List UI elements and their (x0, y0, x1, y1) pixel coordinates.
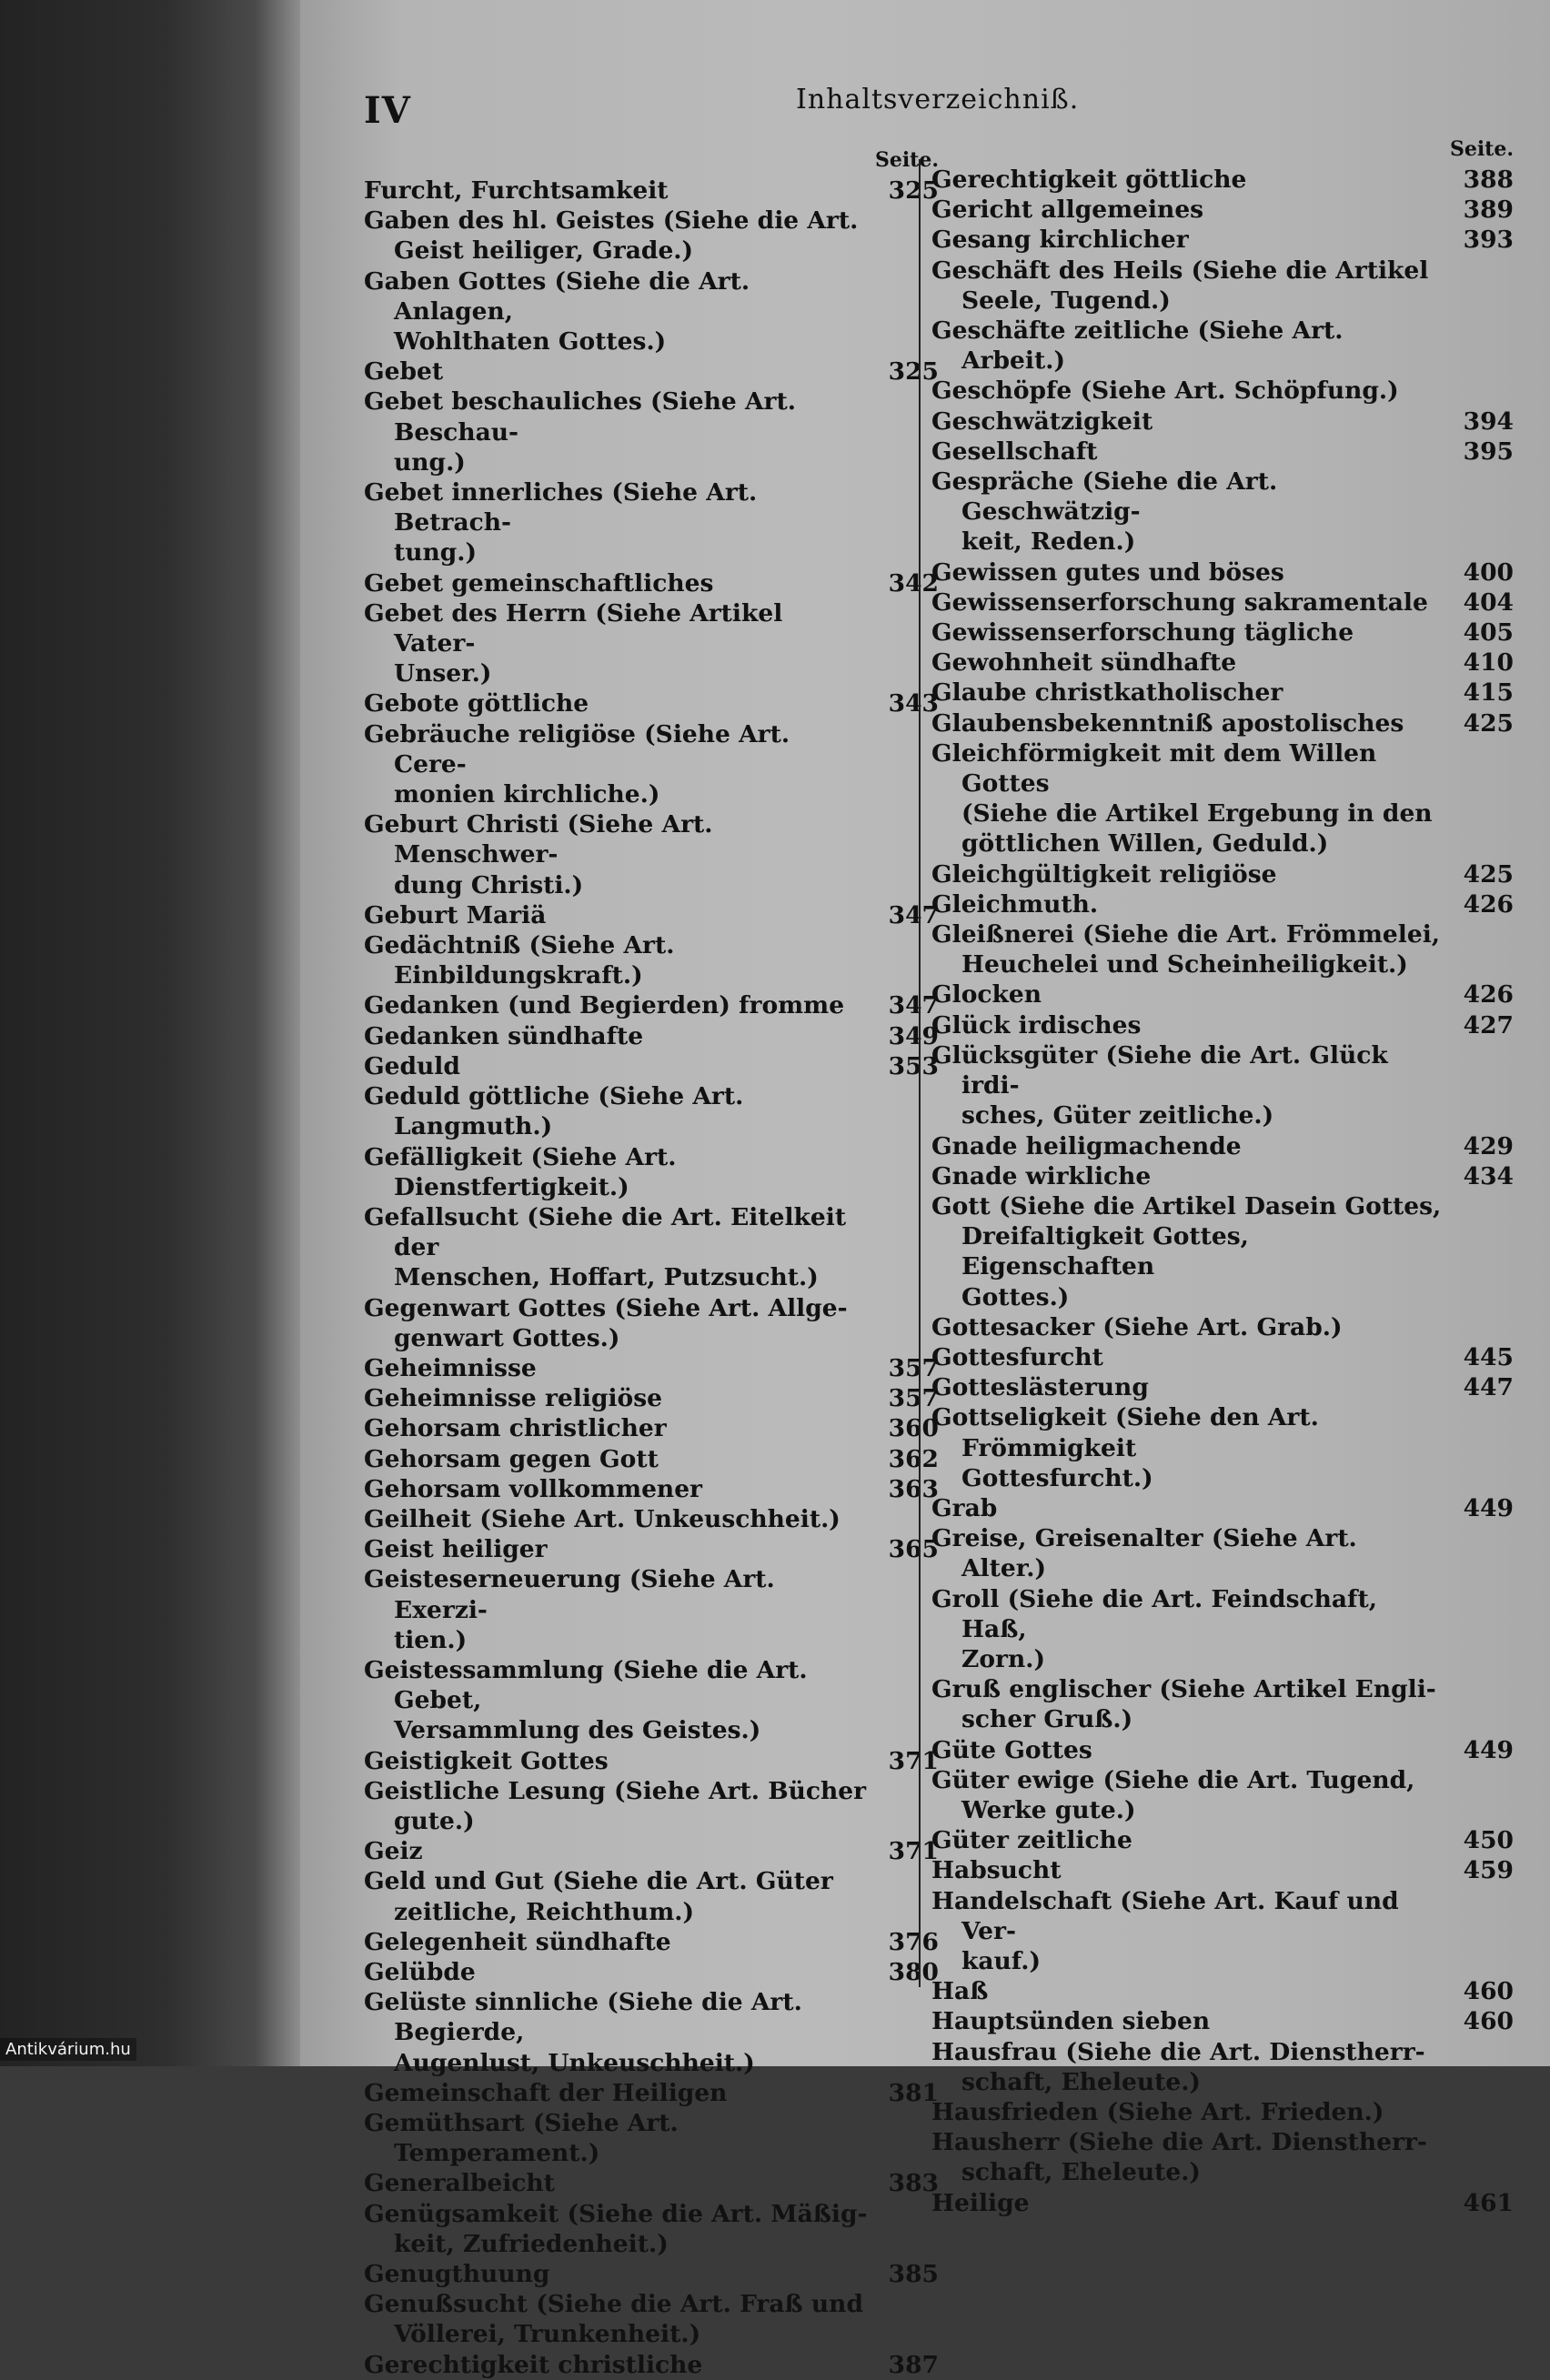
index-entry-title: Glaube christkatholischer (931, 678, 1283, 708)
index-entry-title: Geduld göttliche (Siehe Art. Langmuth.) (364, 1082, 744, 1141)
index-entry (931, 708, 1514, 738)
index-entry (931, 1584, 1514, 1675)
index-entry-title: Geistigkeit Gottes (364, 1746, 609, 1775)
index-entry-title: Gerechtigkeit göttliche (931, 166, 1247, 194)
index-entry-title: Gebet des Herrn (Siehe Artikel Vater- Unser.) (364, 598, 783, 688)
index-entry-page-number: 343 (888, 689, 939, 718)
index-entry (364, 176, 939, 206)
index-entry-title: Genugthuung (364, 2260, 550, 2289)
index-entry-title: Gotteslästerung (931, 1373, 1149, 1402)
index-entry-page-number: 404 (1463, 587, 1514, 617)
index-entry (364, 1564, 939, 1655)
index-entry-title: Gericht allgemeines (931, 196, 1204, 225)
index-entry (931, 738, 1514, 859)
index-entry (931, 859, 1514, 889)
index-entry-title: Gebet innerliches (Siehe Art. Betrach- tung.) (364, 478, 758, 567)
index-entry-title: Gelüste sinnliche (Siehe die Art. Begierde, Augenlust, Unkeuschheit.) (364, 1988, 802, 2077)
index-entry-title: Gewissen gutes und böses (931, 557, 1284, 587)
index-entry-title: Gelegenheit sündhafte (364, 1927, 671, 1956)
index-entry-page-number: 388 (1463, 166, 1514, 194)
index-entry-title: Gemüthsart (Siehe Art. Temperament.) (364, 2109, 679, 2168)
index-entry (931, 678, 1514, 708)
index-entry-title: Glaubensbekenntniß apostolisches (931, 708, 1404, 738)
index-entry-page-number: 410 (1463, 648, 1514, 678)
index-entry-title: Gleichgültigkeit religiöse (931, 859, 1277, 889)
index-entry (364, 2199, 939, 2259)
index-entry (931, 1493, 1514, 1523)
index-entry-page-number: 447 (1463, 1373, 1514, 1402)
index-entry-page-number: 387 (888, 2350, 939, 2379)
index-entry-title: Güter zeitliche (931, 1826, 1132, 1855)
index-entry-page-number: 362 (888, 1444, 939, 1473)
index-entry-page-number: 450 (1463, 1826, 1514, 1855)
index-column-right (931, 137, 1514, 2218)
index-entry-page-number: 363 (888, 1474, 939, 1503)
index-entry-title: Geschöpfe (Siehe Art. Schöpfung.) (931, 377, 1399, 406)
index-entry-page-number: 445 (1463, 1342, 1514, 1371)
index-entry (931, 889, 1514, 919)
index-entry-page-number: 434 (1463, 1161, 1514, 1190)
index-entry (931, 2006, 1514, 2036)
index-entry-title: Habsucht (931, 1856, 1062, 1885)
index-entry-title: Gleißnerei (Siehe die Art. Frömmelei, Heuchelei und Scheinheiligkeit.) (931, 920, 1440, 979)
index-entry (931, 1372, 1514, 1402)
index-entry-page-number: 400 (1463, 557, 1514, 587)
index-entry-title: Gaben des hl. Geistes (Siehe die Art. Geist heiliger, Grade.) (364, 206, 859, 266)
index-entry-page-number: 380 (888, 1957, 939, 1986)
index-entry (931, 1010, 1514, 1040)
index-entry (364, 1142, 939, 1202)
index-entry-title: Geistliche Lesung (Siehe Art. Bücher gute.) (364, 1776, 867, 1835)
index-entry-title: Güte Gottes (931, 1735, 1092, 1764)
index-entry-title: Gottesacker (Siehe Art. Grab.) (931, 1312, 1343, 1341)
index-entry-page-number: 371 (888, 1746, 939, 1775)
column-divider (919, 159, 921, 1987)
index-entry-title: Gedanken (und Begierden) fromme (364, 991, 845, 1020)
index-entry (364, 930, 939, 990)
index-entry (364, 1927, 939, 1957)
index-entry-page-number: 353 (888, 1051, 939, 1080)
column-heading-seite: Seite. (874, 148, 939, 172)
index-entry-page-number: 395 (1463, 437, 1514, 466)
index-entry (364, 688, 939, 718)
index-entry (364, 2078, 939, 2108)
index-entry-title: Gleichförmigkeit mit dem Willen Gottes (Siehe die Artikel Ergebung in den göttlichen Willen, Geduld.) (931, 738, 1433, 859)
index-entry (364, 598, 939, 689)
index-entry (931, 618, 1514, 648)
index-entry-title: Furcht, Furchtsamkeit (364, 176, 669, 205)
running-title: Inhaltsverzeichniß. (796, 84, 1080, 115)
index-entry-title: Gott (Siehe die Artikel Dasein Gottes, Dreifaltigkeit Gottes, Eigenschaften Gottes.) (931, 1191, 1442, 1311)
column-heading-seite: Seite. (1449, 137, 1514, 161)
index-entry-title: Gedanken sündhafte (364, 1021, 644, 1050)
index-entry (364, 1957, 939, 1987)
index-entry (364, 1866, 939, 1926)
index-entry-title: Gewohnheit sündhafte (931, 648, 1237, 678)
index-entry-title: Gespräche (Siehe die Art. Geschwätzig- keit, Reden.) (931, 467, 1278, 557)
index-entry (364, 568, 939, 598)
index-entry-page-number: 376 (888, 1927, 939, 1956)
index-entry-title: Güter ewige (Siehe die Art. Tugend, Werke gute.) (931, 1765, 1415, 1824)
index-entry (364, 356, 939, 387)
index-entry (931, 648, 1514, 678)
index-entry (931, 919, 1514, 979)
page-number: IV (364, 89, 411, 132)
index-entry-title: Gewissenserforschung tägliche (931, 618, 1354, 648)
index-entry (364, 1202, 939, 1293)
index-entry-title: Geburt Christi (Siehe Art. Menschwer- dung Christi.) (364, 810, 713, 899)
index-entry (931, 1312, 1514, 1342)
index-entry (364, 990, 939, 1020)
index-entry-title: Gegenwart Gottes (Siehe Art. Allge- genwart Gottes.) (364, 1293, 848, 1352)
index-entry-title: Hausfrau (Siehe die Art. Dienstherr- schaft, Eheleute.) (931, 2037, 1425, 2096)
index-entry (364, 1504, 939, 1534)
index-entry-page-number: 381 (888, 2078, 939, 2107)
index-entry-title: Gelübde (364, 1957, 476, 1986)
index-entry (931, 225, 1514, 255)
index-entry-page-number: 325 (888, 176, 939, 205)
index-entry-page-number: 425 (1463, 708, 1514, 738)
index-entry (931, 1191, 1514, 1312)
index-entry-title: Gesang kirchlicher (931, 226, 1189, 255)
index-entry-title: Geburt Mariä (364, 900, 547, 929)
index-entry (364, 1534, 939, 1564)
index-entry (364, 1987, 939, 2078)
index-entry-page-number: 427 (1463, 1010, 1514, 1039)
index-entry (931, 2037, 1514, 2097)
index-entry (364, 719, 939, 810)
index-entry-title: Haß (931, 1977, 989, 2006)
index-entry (931, 1342, 1514, 1372)
index-entry (364, 2289, 939, 2349)
index-entry-title: Hauptsünden sieben (931, 2007, 1211, 2036)
index-entry-page-number: 429 (1463, 1131, 1514, 1160)
index-entry-page-number: 425 (1463, 859, 1514, 889)
index-entry (931, 1976, 1514, 2006)
index-entry (364, 1836, 939, 1866)
index-entry (364, 2259, 939, 2289)
index-entry-page-number: 360 (888, 1414, 939, 1443)
index-entry-page-number: 415 (1463, 678, 1514, 708)
index-entry (364, 206, 939, 266)
index-entry-title: Geld und Gut (Siehe die Art. Güter zeitliche, Reichthum.) (364, 1867, 833, 1926)
index-entry-page-number: 426 (1463, 889, 1514, 919)
index-entry (364, 2350, 939, 2380)
index-entry-title: Genußsucht (Siehe die Art. Fraß und Völlerei, Trunkenheit.) (364, 2290, 863, 2349)
index-entry (364, 266, 939, 357)
index-entry (931, 316, 1514, 376)
index-entry-page-number: 383 (888, 2169, 939, 2198)
index-entry-title: Geist heiliger (364, 1535, 548, 1564)
index-entry-page-number: 325 (888, 357, 939, 387)
index-entry (364, 2108, 939, 2168)
index-entry-page-number: 460 (1463, 2007, 1514, 2036)
index-entry (364, 387, 939, 477)
index-entry (931, 376, 1514, 406)
index-entry-title: Handelschaft (Siehe Art. Kauf und Ver- kauf.) (931, 1886, 1399, 1975)
index-entry (931, 2188, 1514, 2218)
index-entry-title: Gaben Gottes (Siehe die Art. Anlagen, Wohlthaten Gottes.) (364, 266, 750, 356)
index-entry-title: Hausfrieden (Siehe Art. Frieden.) (931, 2098, 1384, 2126)
index-entry-title: Gleichmuth. (931, 889, 1099, 919)
index-entry (364, 1051, 939, 1081)
index-entry-title: Greise, Greisenalter (Siehe Art. Alter.) (931, 1524, 1357, 1583)
index-entry (364, 1413, 939, 1443)
index-entry (931, 437, 1514, 467)
index-entry (931, 1855, 1514, 1885)
scanned-page (300, 0, 1550, 2379)
index-entry-title: Geschwätzigkeit (931, 407, 1153, 436)
index-entry-title: Gefälligkeit (Siehe Art. Dienstfertigkeit.) (364, 1142, 677, 1201)
index-entry-title: Geheimnisse (364, 1353, 537, 1382)
index-entry-title: Geisteserneuerung (Siehe Art. Exerzi- tien.) (364, 1565, 775, 1654)
watermark-text: Antikvárium.hu (0, 2038, 136, 2061)
index-entry-title: Glocken (931, 980, 1042, 1009)
index-entry (931, 407, 1514, 437)
index-entry-title: Gebote göttliche (364, 689, 589, 718)
index-entry (931, 1765, 1514, 1825)
index-entry (931, 1674, 1514, 1734)
index-entry-page-number: 393 (1463, 226, 1514, 255)
index-entry-title: Glück irdisches (931, 1010, 1142, 1039)
index-entry-page-number: 357 (888, 1384, 939, 1413)
index-entry-title: Gebräuche religiöse (Siehe Art. Cere- monien kirchliche.) (364, 719, 790, 809)
index-entry (931, 587, 1514, 618)
index-entry-title: Geschäft des Heils (Siehe die Artikel Seele, Tugend.) (931, 256, 1429, 315)
index-entry (931, 165, 1514, 195)
index-entry (931, 1886, 1514, 1977)
index-entry-title: Glücksgüter (Siehe die Art. Glück irdi- sches, Güter zeitliche.) (931, 1040, 1388, 1130)
index-entry-title: Gemeinschaft der Heiligen (364, 2078, 728, 2107)
index-entry (931, 1735, 1514, 1765)
index-entry-title: Geschäfte zeitliche (Siehe Art. Arbeit.) (931, 316, 1344, 376)
index-entry-title: Geduld (364, 1051, 460, 1080)
index-entry-title: Gesellschaft (931, 437, 1098, 466)
index-entry (931, 1161, 1514, 1191)
index-column-left (364, 146, 939, 2380)
index-entry-title: Gottesfurcht (931, 1342, 1103, 1371)
index-entry-title: Grab (931, 1493, 998, 1522)
index-entry (931, 557, 1514, 587)
index-entry (364, 900, 939, 930)
index-entry-title: Gottseligkeit (Siehe den Art. Frömmigkeit Gottesfurcht.) (931, 1403, 1319, 1492)
index-entry-page-number: 460 (1463, 1977, 1514, 2006)
index-entry-title: Gerechtigkeit christliche (364, 2350, 703, 2379)
index-entry-title: Heilige (931, 2188, 1030, 2217)
index-entry-page-number: 459 (1463, 1856, 1514, 1885)
index-entry-page-number: 389 (1463, 196, 1514, 225)
index-entry-title: Geilheit (Siehe Art. Unkeuschheit.) (364, 1504, 840, 1533)
index-entry (364, 1776, 939, 1836)
index-entry (364, 1021, 939, 1051)
index-entry-page-number: 347 (888, 900, 939, 929)
index-entry-title: Genügsamkeit (Siehe die Art. Mäßig- keit, Zufriedenheit.) (364, 2199, 868, 2258)
index-entry (364, 1474, 939, 1504)
index-entry-page-number: 405 (1463, 618, 1514, 648)
index-entry (364, 1081, 939, 1141)
index-entry-page-number: 342 (888, 568, 939, 598)
index-entry (364, 809, 939, 900)
index-entry-title: Geiz (364, 1837, 423, 1866)
index-entry (931, 1040, 1514, 1131)
index-entry (364, 2168, 939, 2198)
index-entry (931, 1523, 1514, 1583)
index-entry (931, 1131, 1514, 1161)
index-entry-page-number: 449 (1463, 1493, 1514, 1522)
index-entry (364, 1353, 939, 1383)
index-entry (364, 1655, 939, 1746)
index-entry-title: Gruß englischer (Siehe Artikel Engli- scher Gruß.) (931, 1675, 1436, 1734)
index-entry-title: Groll (Siehe die Art. Feindschaft, Haß, Zorn.) (931, 1584, 1377, 1673)
index-entry-title: Gebet beschauliches (Siehe Art. Beschau- ung.) (364, 387, 796, 477)
index-entry-title: Generalbeicht (364, 2169, 555, 2198)
index-entry (931, 467, 1514, 557)
index-entry (364, 1746, 939, 1776)
index-entry (931, 979, 1514, 1009)
index-entry (364, 1293, 939, 1353)
index-entry (931, 2127, 1514, 2187)
index-entry-page-number: 365 (888, 1535, 939, 1564)
index-entry-title: Gnade wirkliche (931, 1161, 1152, 1190)
index-entry-title: Gehorsam christlicher (364, 1414, 667, 1443)
index-entry (931, 256, 1514, 316)
index-entry (931, 1825, 1514, 1855)
index-entry-title: Gewissenserforschung sakramentale (931, 587, 1428, 617)
index-entry-page-number: 394 (1463, 407, 1514, 436)
index-entry-page-number: 461 (1463, 2188, 1514, 2217)
index-entry-page-number: 426 (1463, 980, 1514, 1009)
index-entry-title: Gnade heiligmachende (931, 1131, 1242, 1160)
index-entry-title: Gebet gemeinschaftliches (364, 568, 714, 598)
index-entry-page-number: 371 (888, 1837, 939, 1866)
index-entry (931, 1402, 1514, 1493)
index-entry-page-number: 349 (888, 1021, 939, 1050)
index-entry-page-number: 347 (888, 991, 939, 1020)
index-entry-page-number: 449 (1463, 1735, 1514, 1764)
index-entry-title: Geheimnisse religiöse (364, 1384, 662, 1413)
book-spine-edge (0, 0, 300, 2066)
index-entry-page-number: 385 (888, 2260, 939, 2289)
index-entry (931, 195, 1514, 225)
index-entry-title: Gehorsam vollkommener (364, 1474, 703, 1503)
index-entry (364, 1444, 939, 1474)
index-entry-title: Gebet (364, 357, 444, 387)
index-entry-title: Gefallsucht (Siehe die Art. Eitelkeit der Menschen, Hoffart, Putzsucht.) (364, 1202, 847, 1292)
index-entry (364, 1383, 939, 1413)
index-entry-title: Gedächtniß (Siehe Art. Einbildungskraft.) (364, 931, 675, 990)
index-entry-title: Gehorsam gegen Gott (364, 1444, 659, 1473)
index-entry-title: Hausherr (Siehe die Art. Dienstherr- schaft, Eheleute.) (931, 2128, 1427, 2187)
index-entry-title: Geistessammlung (Siehe die Art. Gebet, Versammlung des Geistes.) (364, 1655, 808, 1745)
index-entry (931, 2097, 1514, 2127)
index-entry (364, 477, 939, 568)
index-entry-page-number: 357 (888, 1353, 939, 1382)
